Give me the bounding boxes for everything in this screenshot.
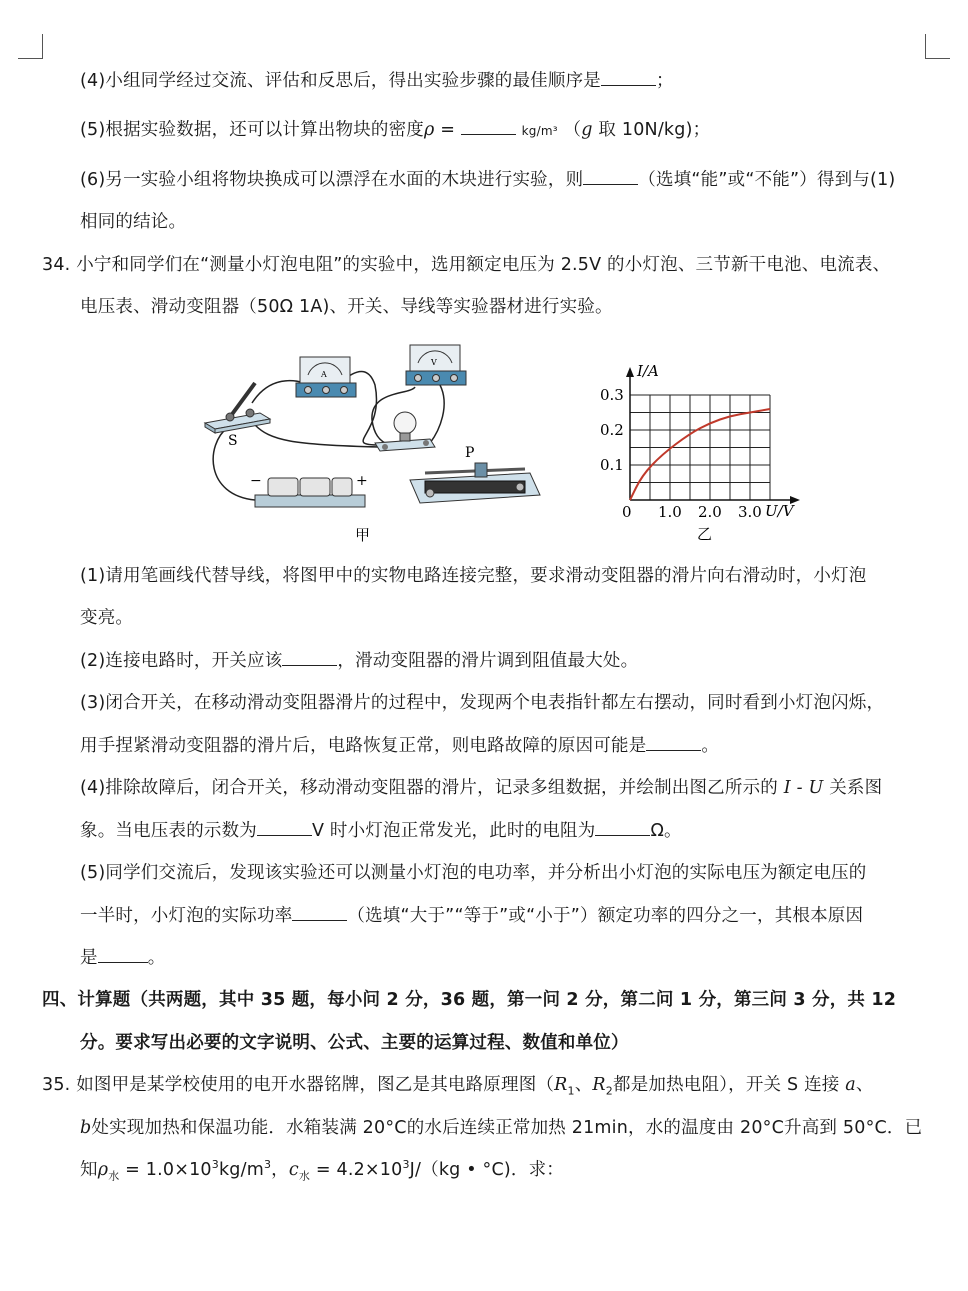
q34-part5-cont: 一半时，小灯泡的实际功率 （选填“大于”“等于”或“小于”）额定功率的四分之一，其根本原因 [80, 906, 864, 926]
circuit-figure [200, 335, 550, 550]
x-tick-label: 0 [622, 503, 632, 521]
answer-blank[interactable] [282, 649, 337, 666]
battery [250, 473, 368, 507]
q34-part1-cont: 变亮。 [80, 608, 134, 628]
q34-part4-cont: 象。当电压表的示数为 V 时小灯泡正常发光，此时的电阻为 Ω。 [80, 821, 682, 841]
voltmeter-label: V [431, 358, 437, 367]
wire [430, 385, 444, 443]
battery-plus-label: + [356, 473, 368, 489]
x-tick-label: 1.0 [658, 503, 682, 521]
q34-part4: (4)排除故障后，闭合开关，移动滑动变阻器的滑片，记录多组数据，并绘制出图乙所示的 I - U 关系图 [80, 778, 883, 798]
wire [255, 425, 380, 447]
q34-part3-cont: 用手捏紧滑动变阻器的滑片后，电路恢复正常，则电路故障的原因可能是 。 [80, 736, 720, 756]
answer-blank[interactable] [646, 734, 701, 751]
switch-label: S [228, 433, 238, 449]
iu-curve [630, 409, 770, 500]
q34-part2: (2)连接电路时，开关应该 ，滑动变阻器的滑片调到阻值最大处。 [80, 651, 639, 671]
corner-mark-left [18, 34, 43, 59]
answer-blank[interactable] [601, 69, 656, 86]
iu-chart [595, 355, 805, 545]
battery-minus-label: − [250, 473, 262, 489]
q33-part5: (5)根据实验数据，还可以计算出物块的密度ρ = kg/m³ （g 取 10N/kg)； [80, 120, 711, 140]
x-axis-label: U/V [765, 502, 794, 520]
answer-blank[interactable] [98, 946, 148, 963]
figure-a-caption: 甲 [355, 526, 371, 544]
y-tick-label: 0.1 [600, 456, 624, 474]
q34-part5: (5)同学们交流后，发现该实验还可以测量小灯泡的电功率，并分析出小灯泡的实际电压为额定电压的 [80, 863, 867, 883]
section4-title-cont: 分。要求写出必要的文字说明、公式、主要的运算过程、数值和单位） [80, 1033, 629, 1053]
q34-intro: 34. 小宁和同学们在“测量小灯泡电阻”的实验中，选用额定电压为 2.5V 的小灯泡、三节新干电池、电流表、 [42, 255, 891, 275]
answer-blank[interactable] [461, 118, 516, 135]
section4-title: 四、计算题（共两题，其中 35 题，每小问 2 分，36 题，第一问 2 分，第二问 1 分，第三问 3 分，共 12 [42, 990, 897, 1010]
q33-part4: (4)小组同学经过交流、评估和反思后，得出实验步骤的最佳顺序是 ； [80, 71, 674, 91]
q34-part1: (1)请用笔画线代替导线，将图甲中的实物电路连接完整，要求滑动变阻器的滑片向右滑动时，小灯泡 [80, 566, 867, 586]
q35-line2: b处实现加热和保温功能．水箱装满 20°C的水后连续正常加热 21min，水的温度由 20°C升高到 50°C．已 [80, 1118, 923, 1138]
q34-part3: (3)闭合开关，在移动滑动变阻器滑片的过程中，发现两个电表指针都左右摆动，同时看到小灯泡闪烁， [80, 693, 885, 713]
x-tick-label: 2.0 [698, 503, 722, 521]
answer-blank[interactable] [583, 168, 638, 185]
chart-plot-area [600, 367, 800, 521]
y-axis-arrow [626, 367, 634, 377]
y-axis-label: I/A [637, 362, 659, 380]
ammeter [296, 357, 356, 397]
answer-blank[interactable] [257, 819, 312, 836]
corner-mark-right [925, 34, 950, 59]
ammeter-label: A [321, 370, 327, 379]
q34-intro-cont: 电压表、滑动变阻器（50Ω 1A)、开关、导线等实验器材进行实验。 [80, 297, 613, 317]
voltmeter [406, 345, 466, 385]
answer-blank[interactable] [595, 819, 650, 836]
rheostat [410, 445, 540, 503]
q34-part5-cont2: 是 。 [80, 948, 166, 968]
q35-line3: 知$\rho_水 = 1.0\times 10^3kg/m^3$，$c_水 = 4.2\times 10^3J/(kg$ • °C)．求： [80, 1158, 565, 1183]
q35-line1: 35. 如图甲是某学校使用的电开水器铭牌，图乙是其电路原理图（$R_1$、$R_2$都是加热电阻），开关 S 连接 a、 [42, 1075, 874, 1098]
q33-part6: (6)另一实验小组将物块换成可以漂浮在水面的木块进行实验，则 （选填“能”或“不能”）得到与(1) [80, 170, 896, 190]
slider-label: P [465, 445, 475, 461]
answer-blank[interactable] [292, 904, 347, 921]
figure-b-caption: 乙 [697, 525, 713, 543]
y-tick-label: 0.3 [600, 386, 624, 404]
q33-part6-cont: 相同的结论。 [80, 212, 187, 232]
y-tick-label: 0.2 [600, 421, 624, 439]
x-tick-label: 3.0 [738, 503, 762, 521]
lamp [375, 412, 435, 451]
